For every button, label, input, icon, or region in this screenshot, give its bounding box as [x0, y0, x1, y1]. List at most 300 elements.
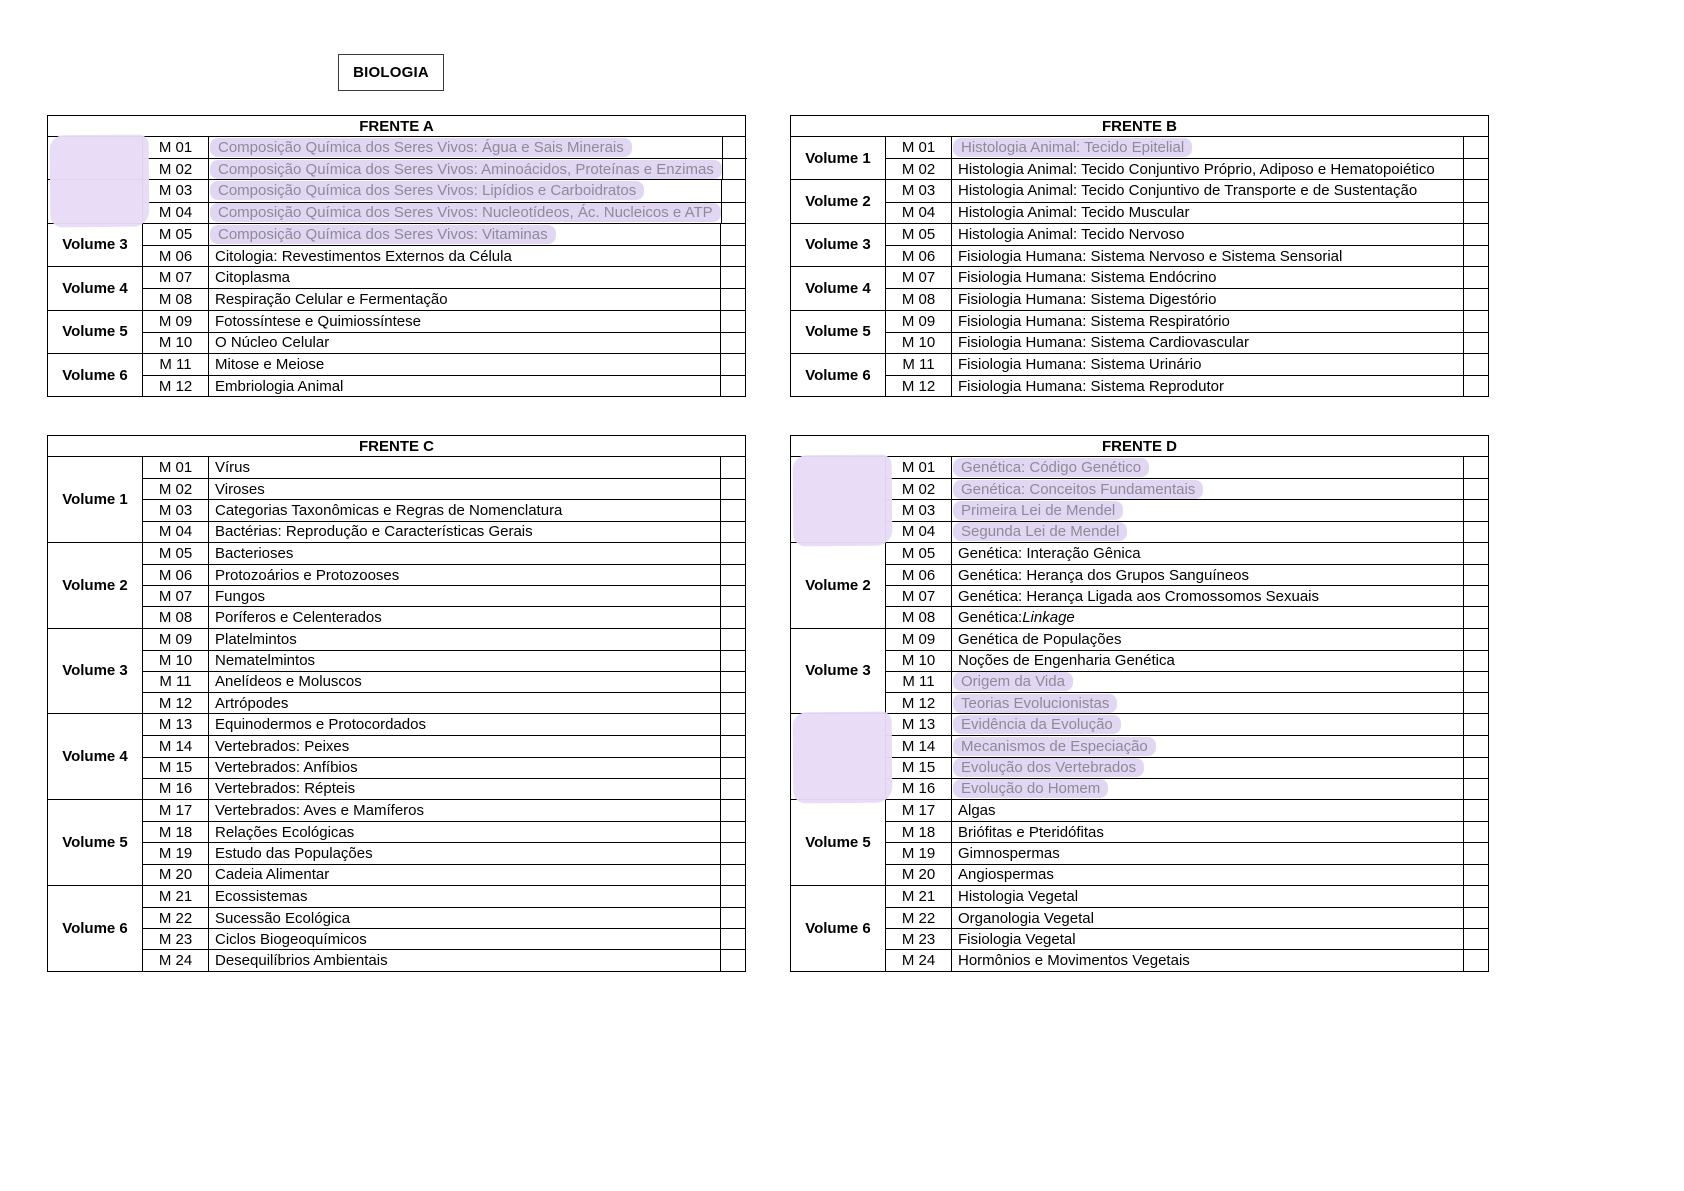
module-code: M 07: [886, 586, 952, 606]
module-title: [953, 758, 1144, 777]
module-title-text: Mecanismos de Especiação: [961, 738, 1148, 756]
module-row: [143, 778, 745, 799]
module-title-text: Vertebrados: Aves e Mamíferos: [215, 802, 424, 820]
module-title: [215, 631, 297, 648]
module-row: [886, 864, 1488, 885]
module-row: [886, 543, 1488, 564]
module-row: [886, 757, 1488, 778]
module-row: [143, 245, 745, 266]
empty-cell: [721, 800, 745, 821]
module-title-cell: [952, 376, 1464, 396]
module-title: [215, 523, 533, 540]
module-title: [215, 888, 308, 905]
volume-label: Volume 2: [48, 543, 143, 628]
module-code: M 19: [143, 843, 209, 863]
module-title-cell: [209, 929, 721, 949]
module-rows: [143, 224, 745, 266]
highlighter-blob: [50, 135, 150, 228]
module-code: M 12: [143, 693, 209, 713]
module-row: [886, 585, 1488, 606]
module-row: [886, 606, 1488, 627]
module-row: [886, 137, 1488, 158]
module-title-cell: [209, 159, 723, 179]
module-title-cell: [209, 607, 721, 627]
empty-cell: [1464, 246, 1488, 266]
module-title-text: Bactérias: Reprodução e Características Gerais: [215, 523, 533, 541]
module-title-text: Vírus: [215, 459, 251, 477]
module-title-text: Histologia Animal: Tecido Nervoso: [958, 225, 1185, 243]
volume-label: Volume 6: [48, 886, 143, 971]
module-rows: [143, 629, 745, 714]
module-title-cell: [952, 822, 1464, 842]
volume-group: [48, 628, 745, 714]
module-title: [958, 845, 1060, 862]
empty-cell: [721, 224, 745, 245]
module-title-cell: [952, 886, 1464, 907]
module-title: [958, 356, 1201, 373]
module-title: [953, 715, 1121, 734]
volume-label: Volume 3: [48, 629, 143, 714]
module-code: M 11: [886, 354, 952, 375]
module-title: [210, 138, 632, 157]
module-title-cell: [952, 159, 1464, 179]
module-title-text: Evolução do Homem: [961, 780, 1101, 798]
volume-group: [48, 713, 745, 799]
module-code: M 05: [886, 543, 952, 564]
module-row: [886, 245, 1488, 266]
module-row: [886, 692, 1488, 713]
module-code: M 20: [143, 865, 209, 885]
module-title-text: O Núcleo Celular: [215, 334, 330, 352]
highlighter-blob: [793, 455, 893, 547]
module-code: M 10: [143, 651, 209, 671]
module-title-cell: [209, 311, 721, 332]
module-title: [953, 458, 1149, 477]
empty-cell: [721, 543, 745, 564]
module-title: [215, 652, 315, 669]
module-row: [143, 714, 745, 735]
module-title-text: Citologia: Revestimentos Externos da Célula: [215, 247, 512, 265]
volume-group: [791, 628, 1488, 714]
module-title-cell: [952, 246, 1464, 266]
module-row: [886, 671, 1488, 692]
module-row: [886, 714, 1488, 735]
empty-cell: [721, 950, 745, 970]
empty-cell: [721, 354, 745, 375]
module-rows: [886, 224, 1488, 266]
volume-label: Volume 4: [48, 267, 143, 309]
module-title: [215, 910, 350, 927]
module-title: [215, 824, 354, 841]
module-title-cell: [952, 479, 1464, 499]
module-title-cell: [952, 333, 1464, 353]
module-title-text: Anelídeos e Moluscos: [215, 673, 362, 691]
module-title-cell: [952, 929, 1464, 949]
page-title: BIOLOGIA: [353, 64, 429, 81]
module-title: [958, 652, 1175, 669]
module-title-cell: [209, 908, 721, 928]
module-title: [210, 203, 721, 222]
module-code: M 03: [143, 500, 209, 520]
volume-group: [48, 266, 745, 309]
module-code: M 08: [143, 289, 209, 309]
module-title-text: Genética: Conceitos Fundamentais: [961, 480, 1196, 498]
module-row: [143, 137, 747, 158]
empty-cell: [1464, 779, 1488, 799]
empty-cell: [1464, 672, 1488, 692]
empty-cell: [721, 865, 745, 885]
module-code: M 09: [143, 311, 209, 332]
table-title: FRENTE A: [48, 116, 745, 137]
empty-cell: [721, 779, 745, 799]
module-code: M 24: [143, 950, 209, 970]
module-title: [215, 567, 399, 584]
module-code: M 04: [886, 203, 952, 223]
module-row: [143, 821, 745, 842]
module-title: [215, 356, 324, 373]
module-code: M 09: [886, 629, 952, 650]
module-title-cell: [952, 865, 1464, 885]
module-title: [953, 480, 1203, 499]
module-title-cell: [952, 311, 1464, 332]
module-row: [886, 202, 1488, 223]
empty-cell: [722, 180, 746, 201]
module-code: M 16: [143, 779, 209, 799]
module-row: [143, 757, 745, 778]
module-code: M 15: [886, 758, 952, 778]
empty-cell: [1464, 607, 1488, 627]
module-code: M 14: [886, 736, 952, 756]
page-title-box: [338, 54, 444, 91]
module-rows: [143, 886, 745, 971]
table-title: FRENTE D: [791, 436, 1488, 457]
module-title-text: Gimnospermas: [958, 844, 1060, 862]
module-row: [143, 354, 745, 375]
module-title-text: Platelmintos: [215, 630, 297, 648]
module-row: [143, 311, 745, 332]
module-title-cell: [952, 908, 1464, 928]
module-title-text: Fisiologia Humana: Sistema Endócrino: [958, 269, 1217, 287]
module-title-text: Noções de Engenharia Genética: [958, 652, 1175, 670]
empty-cell: [721, 500, 745, 520]
volume-group: [791, 179, 1488, 222]
module-code: M 22: [886, 908, 952, 928]
module-code: M 02: [886, 159, 952, 179]
volume-group: [48, 885, 745, 971]
empty-cell: [721, 376, 745, 396]
module-title: [958, 378, 1224, 395]
module-title-text: Organologia Vegetal: [958, 909, 1094, 927]
empty-cell: [1464, 289, 1488, 309]
module-title-text: Citoplasma: [215, 269, 291, 287]
module-title-text: Bacterioses: [215, 544, 294, 562]
module-title-text: Fisiologia Vegetal: [958, 930, 1076, 948]
module-title-cell: [952, 565, 1464, 585]
empty-cell: [1464, 629, 1488, 650]
module-title-cell: [952, 672, 1464, 692]
module-row: [886, 842, 1488, 863]
module-title-cell: [209, 822, 721, 842]
module-code: M 02: [886, 479, 952, 499]
module-row: [886, 778, 1488, 799]
module-title-text: Genética: Herança Ligada aos Cromossomos Sexuais: [958, 587, 1320, 605]
module-title-cell: [952, 354, 1464, 375]
module-code: M 03: [886, 500, 952, 520]
empty-cell: [721, 651, 745, 671]
volume-label: Volume 6: [791, 354, 886, 396]
module-rows: [143, 800, 745, 885]
volume-label: Volume 5: [791, 800, 886, 885]
module-title: [953, 737, 1156, 756]
module-title-cell: [209, 886, 721, 907]
module-code: M 05: [143, 543, 209, 564]
module-title-cell: [209, 714, 721, 735]
module-title-cell: [952, 522, 1464, 542]
module-rows: [886, 137, 1488, 179]
module-rows: [143, 543, 745, 628]
module-title-text: Fisiologia Humana: Sistema Urinário: [958, 355, 1202, 373]
module-title: [215, 545, 293, 562]
module-title-cell: [209, 565, 721, 585]
module-title-text: Nematelmintos: [215, 652, 316, 670]
module-title-cell: [952, 180, 1464, 201]
module-code: M 09: [886, 311, 952, 332]
module-row: [886, 735, 1488, 756]
module-title-text: Histologia Animal: Tecido Conjuntivo de Transporte e de Sustentação: [958, 182, 1418, 200]
module-title-cell: [209, 246, 721, 266]
volume-group: [48, 137, 745, 179]
module-title: [958, 609, 1075, 626]
module-title-text: Ecossistemas: [215, 887, 308, 905]
module-title-cell: [209, 354, 721, 375]
module-title-text: Composição Química dos Seres Vivos: Nucleotídeos, Ác. Nucleicos e ATP: [218, 204, 713, 222]
empty-cell: [1464, 908, 1488, 928]
empty-cell: [721, 758, 745, 778]
table-title: FRENTE C: [48, 436, 745, 457]
module-row: [886, 375, 1488, 396]
module-title-text: Histologia Vegetal: [958, 887, 1079, 905]
empty-cell: [723, 137, 747, 158]
module-title-text: Vertebrados: Anfíbios: [215, 759, 358, 777]
module-title-text: Teorias Evolucionistas: [961, 694, 1110, 712]
module-title-cell: [952, 629, 1464, 650]
module-row: [886, 457, 1488, 478]
module-title-text: Genética: Interação Gênica: [958, 544, 1141, 562]
module-code: M 06: [143, 246, 209, 266]
empty-cell: [721, 607, 745, 627]
module-row: [143, 375, 745, 396]
module-row: [143, 907, 745, 928]
module-code: M 06: [886, 565, 952, 585]
empty-cell: [1464, 651, 1488, 671]
module-rows: [886, 714, 1488, 799]
empty-cell: [1464, 376, 1488, 396]
volume-group: [48, 179, 745, 222]
module-row: [143, 928, 745, 949]
module-code: M 17: [886, 800, 952, 821]
module-title: [958, 952, 1190, 969]
module-title-text: Relações Ecológicas: [215, 823, 355, 841]
empty-cell: [1464, 311, 1488, 332]
module-row: [143, 842, 745, 863]
module-row: [143, 629, 745, 650]
volume-group: [791, 713, 1488, 799]
module-row: [886, 158, 1488, 179]
module-title-cell: [952, 224, 1464, 245]
module-row: [143, 543, 745, 564]
module-title-cell: [952, 843, 1464, 863]
module-title: [958, 567, 1249, 584]
volume-label: Volume 3: [48, 224, 143, 266]
empty-cell: [1464, 543, 1488, 564]
module-code: M 16: [886, 779, 952, 799]
module-title-text: Poríferos e Celenterados: [215, 608, 382, 626]
empty-cell: [1464, 522, 1488, 542]
empty-cell: [721, 886, 745, 907]
volume-label: Volume 5: [791, 311, 886, 353]
module-title: [958, 631, 1121, 648]
module-title: [958, 802, 996, 819]
module-code: M 20: [886, 865, 952, 885]
module-title-cell: [952, 758, 1464, 778]
module-title-cell: [952, 203, 1464, 223]
module-row: [886, 521, 1488, 542]
module-title: [215, 378, 343, 395]
module-title-cell: [209, 543, 721, 564]
module-title: [953, 522, 1127, 541]
module-row: [886, 564, 1488, 585]
module-title-text: Viroses: [215, 480, 265, 498]
empty-cell: [1464, 565, 1488, 585]
module-title-cell: [952, 607, 1464, 627]
module-code: M 11: [886, 672, 952, 692]
module-title-cell: [209, 137, 723, 158]
module-code: M 18: [143, 822, 209, 842]
module-code: M 11: [143, 672, 209, 692]
module-row: [143, 288, 745, 309]
module-code: M 18: [886, 822, 952, 842]
module-row: [886, 267, 1488, 288]
module-title-cell: [952, 950, 1464, 970]
empty-cell: [721, 289, 745, 309]
module-title: [958, 888, 1078, 905]
module-title-cell: [209, 672, 721, 692]
module-row: [886, 886, 1488, 907]
module-row: [886, 629, 1488, 650]
module-title-text: Ciclos Biogeoquímicos: [215, 930, 367, 948]
module-title-text: Algas: [958, 802, 996, 820]
module-code: M 08: [886, 607, 952, 627]
module-code: M 23: [886, 929, 952, 949]
module-title-text: Briófitas e Pteridófitas: [958, 823, 1104, 841]
volume-label: Volume 1: [791, 137, 886, 179]
module-row: [143, 949, 745, 970]
module-rows: [886, 800, 1488, 885]
volume-label: Volume 1: [48, 457, 143, 542]
module-title-text: Fotossíntese e Quimiossíntese: [215, 312, 421, 330]
module-row: [143, 864, 745, 885]
module-code: M 21: [143, 886, 209, 907]
module-code: M 15: [143, 758, 209, 778]
empty-cell: [1464, 693, 1488, 713]
module-row: [143, 521, 745, 542]
table-frente-b: [790, 115, 1489, 397]
module-code: M 04: [886, 522, 952, 542]
volume-group: [48, 457, 745, 542]
module-code: M 08: [143, 607, 209, 627]
volume-group: [48, 223, 745, 266]
module-title-text: Vertebrados: Peixes: [215, 738, 350, 756]
module-rows: [143, 180, 746, 222]
volume-group: [48, 542, 745, 628]
module-code: M 03: [886, 180, 952, 201]
module-code: M 14: [143, 736, 209, 756]
module-title: [958, 313, 1230, 330]
module-title: [210, 181, 644, 200]
volume-label: Volume 2: [791, 543, 886, 628]
module-title-cell: [952, 651, 1464, 671]
module-rows: [886, 267, 1488, 309]
module-title-text: Fisiologia Humana: Sistema Reprodutor: [958, 377, 1224, 395]
module-title-italic: Linkage: [1022, 608, 1075, 626]
module-title-text: Fungos: [215, 587, 266, 605]
module-title-text: Histologia Animal: Tecido Epitelial: [961, 139, 1185, 157]
module-rows: [143, 354, 745, 396]
empty-cell: [1464, 159, 1488, 179]
module-code: M 09: [143, 629, 209, 650]
module-title: [210, 225, 556, 244]
module-row: [886, 821, 1488, 842]
empty-cell: [1464, 929, 1488, 949]
module-title-cell: [952, 543, 1464, 564]
module-title: [958, 248, 1342, 265]
module-title-text: Genética de Populações: [958, 630, 1122, 648]
module-title: [958, 161, 1435, 178]
module-code: M 22: [143, 908, 209, 928]
module-code: M 07: [143, 267, 209, 288]
empty-cell: [1464, 333, 1488, 353]
module-title-cell: [209, 376, 721, 396]
volume-label: Volume 6: [791, 886, 886, 971]
empty-cell: [721, 311, 745, 332]
volume-group: [791, 885, 1488, 971]
empty-cell: [1464, 800, 1488, 821]
volume-label: Volume 5: [48, 311, 143, 353]
module-row: [143, 180, 746, 201]
module-title-text: Histologia Animal: Tecido Muscular: [958, 204, 1190, 222]
volume-group: [791, 353, 1488, 396]
empty-cell: [721, 714, 745, 735]
volume-label: Volume 3: [791, 629, 886, 714]
module-title-cell: [209, 758, 721, 778]
volume-label: Volume 3: [791, 224, 886, 266]
table-frente-d: [790, 435, 1489, 972]
module-title: [958, 824, 1104, 841]
module-row: [143, 332, 745, 353]
module-title: [215, 759, 358, 776]
module-title: [958, 866, 1054, 883]
empty-cell: [1464, 137, 1488, 158]
module-title: [215, 269, 290, 286]
module-code: M 10: [143, 333, 209, 353]
module-row: [143, 606, 745, 627]
module-title-cell: [209, 500, 721, 520]
module-title-cell: [209, 651, 721, 671]
module-title: [215, 502, 562, 519]
module-code: M 06: [143, 565, 209, 585]
empty-cell: [1464, 714, 1488, 735]
empty-cell: [721, 267, 745, 288]
